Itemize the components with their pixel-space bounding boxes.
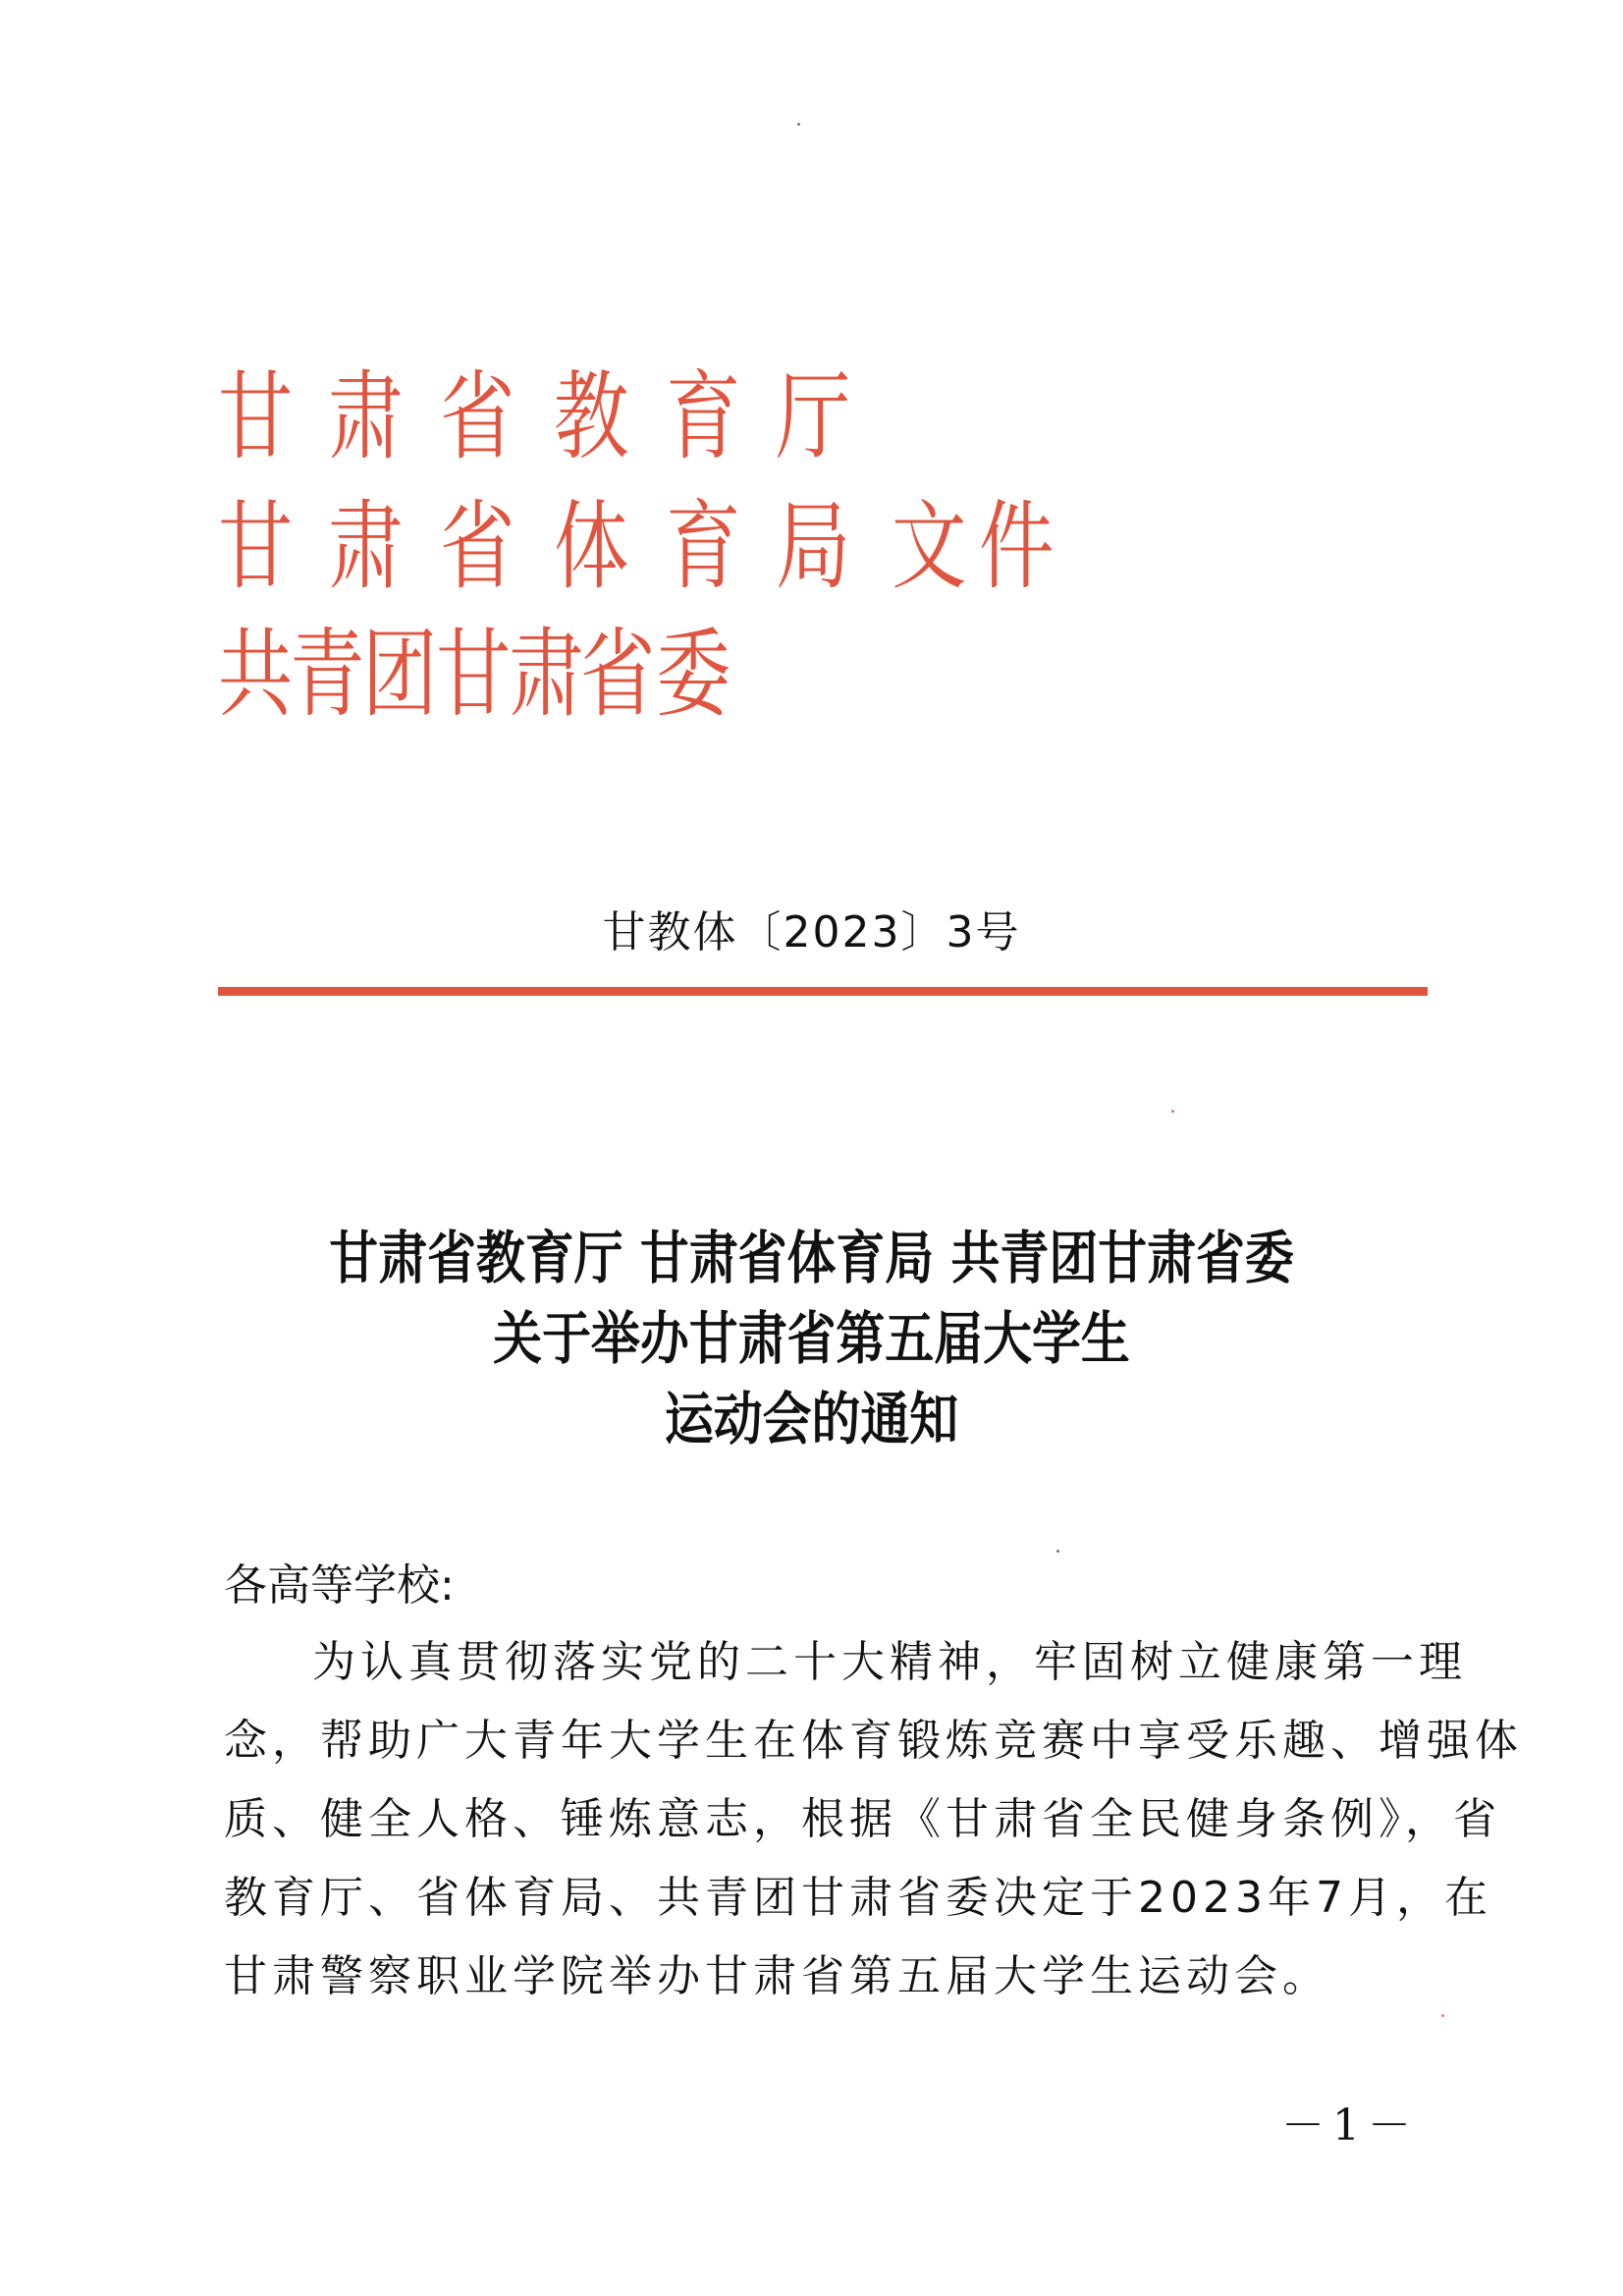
masthead-char: 文	[892, 491, 967, 603]
masthead-char: 青	[289, 619, 365, 731]
body-line: 为认真贯彻落实党的二十大精神，牢固树立健康第一理	[312, 1637, 1467, 1687]
masthead-char: 委	[655, 619, 731, 731]
body-paragraph	[224, 1633, 1523, 2026]
masthead-char: 肃	[328, 491, 404, 603]
masthead-char: 厅	[776, 361, 851, 473]
masthead-char: 局	[776, 491, 851, 603]
masthead-char: 甘	[218, 491, 294, 603]
notice-title	[0, 1218, 1623, 1459]
body-line: 念，帮助广大青年大学生在体育锻炼竞赛中享受乐趣、增强体	[224, 1716, 1523, 1766]
masthead-char: 甘	[218, 361, 294, 473]
masthead-char: 共	[218, 619, 294, 731]
page-number: －1－	[1281, 2101, 1419, 2151]
masthead-char: 育	[666, 491, 741, 603]
red-separator-rule	[218, 987, 1428, 996]
masthead-char: 甘	[436, 619, 512, 731]
body-line: 教育厅、省体育局、共青团甘肃省委决定于2023年7月，在	[224, 1873, 1492, 1923]
title-line: 运动会的通知	[664, 1386, 959, 1452]
masthead-char: 肃	[509, 619, 584, 731]
masthead-char: 育	[666, 361, 741, 473]
scan-speck	[797, 123, 800, 126]
masthead-char: 教	[554, 361, 629, 473]
masthead-char: 团	[361, 619, 438, 731]
masthead-char: 件	[979, 491, 1055, 603]
scan-speck	[1171, 1110, 1174, 1113]
title-line: 甘肃省教育厅 甘肃省体育局 共青团甘肃省委	[329, 1225, 1294, 1291]
masthead-char: 省	[580, 619, 656, 731]
scan-speck	[1056, 1550, 1059, 1553]
salutation: 各高等学校:	[224, 1560, 455, 1611]
masthead-char: 体	[554, 491, 629, 603]
body-line: 甘肃警察职业学院举办甘肃省第五届大学生运动会。	[224, 1951, 1330, 2001]
title-line: 关于举办甘肃省第五届大学生	[493, 1305, 1130, 1372]
masthead-char: 省	[440, 491, 515, 603]
masthead-char: 肃	[328, 361, 404, 473]
document-number: 甘教体〔2023〕3号	[602, 907, 1021, 957]
body-line: 质、健全人格、锤炼意志，根据《甘肃省全民健身条例》，省	[224, 1794, 1501, 1844]
masthead-char: 省	[440, 361, 515, 473]
scan-speck	[1441, 2014, 1444, 2017]
